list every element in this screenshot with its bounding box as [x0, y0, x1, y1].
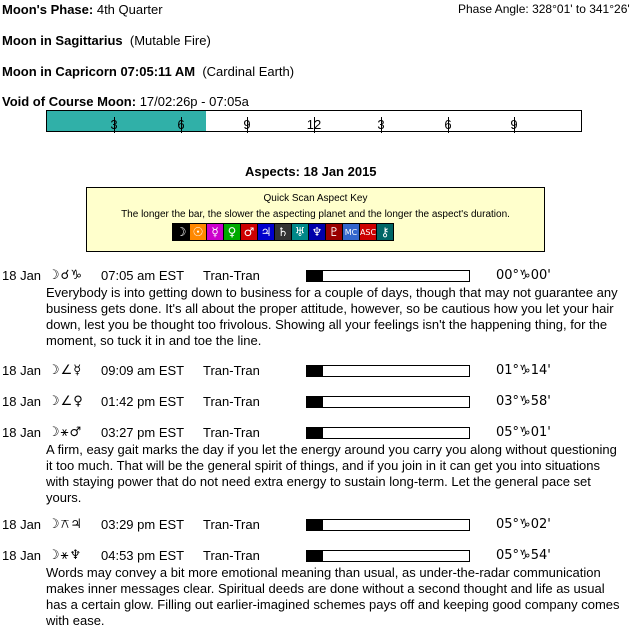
aspect-time: 04:53 pm EST: [101, 548, 185, 563]
aspect-position: 01°♑14': [496, 363, 551, 378]
void-of-course: [2, 94, 249, 109]
aspect-duration-bar: [306, 519, 470, 531]
aspect-date: 18 Jan: [2, 268, 42, 283]
moon-sign-quality: (Cardinal Earth): [202, 64, 295, 79]
aspect-position: 05°♑01': [496, 425, 551, 440]
aspect-key-legend: [173, 223, 394, 241]
aspect-type: Tran-Tran: [203, 517, 260, 532]
aspect-symbols: ☽⚹♂: [48, 425, 83, 440]
timeline-tick-label: 9: [243, 117, 251, 132]
aspect-time: 03:27 pm EST: [101, 425, 185, 440]
moon-sign-label: Moon in Sagittarius: [2, 33, 123, 48]
aspect-symbols: ☽⚻♃: [48, 517, 83, 532]
jupiter-icon: ♃: [257, 223, 275, 241]
void-of-course-timeline: [46, 110, 582, 132]
aspect-duration-fill: [307, 428, 323, 438]
aspects-title: Aspects: 18 Jan 2015: [245, 164, 377, 179]
aspect-symbols: ☽∠☿: [48, 363, 83, 378]
aspect-duration-fill: [307, 520, 323, 530]
aspect-type: Tran-Tran: [203, 425, 260, 440]
moon-phase-value: 4th Quarter: [96, 2, 163, 17]
aspect-position: 00°♑00': [496, 268, 551, 283]
moon-sign-label: Moon in Capricorn 07:05:11 AM: [2, 64, 196, 79]
aspect-key-title: Quick Scan Aspect Key: [263, 193, 368, 204]
saturn-icon: ♄: [274, 223, 292, 241]
aspect-type: Tran-Tran: [203, 363, 260, 378]
aspect-description: A firm, easy gait marks the day if you let the energy around you carry you along without questioning it too much. That will be the general spirit of things, and if you join in it can get you into situations with staying power that do not need extra energy to sustain long-term. Let the general pace set yours.: [46, 442, 617, 505]
aspect-duration-fill: [307, 271, 323, 281]
timeline-tick-label: 6: [444, 117, 452, 132]
aspect-symbols: ☽⚹♆: [48, 548, 83, 563]
moon-phase: [2, 2, 163, 17]
voc-value: 17/02:26p - 07:05a: [139, 94, 249, 109]
aspect-date: 18 Jan: [2, 548, 42, 563]
aspect-duration-bar: [306, 270, 470, 282]
aspect-duration-bar: [306, 365, 470, 377]
uranus-icon: ♅: [291, 223, 309, 241]
moon-sign-quality: (Mutable Fire): [129, 33, 211, 48]
phase-angle: [458, 2, 630, 16]
voc-label: Void of Course Moon:: [2, 94, 137, 109]
pluto-icon: ♇: [325, 223, 343, 241]
aspect-symbols: ☽∠♀: [48, 394, 84, 409]
timeline-tick-label: 12: [306, 117, 322, 132]
aspect-position: 05°♑02': [496, 517, 551, 532]
phase-angle-value: 328°01' to 341°26': [532, 2, 630, 16]
aspect-key: [86, 187, 545, 252]
aspect-type: Tran-Tran: [203, 548, 260, 563]
moon-sign-capricorn: [2, 64, 294, 79]
aspect-type: Tran-Tran: [203, 268, 260, 283]
aspect-date: 18 Jan: [2, 517, 42, 532]
venus-icon: ♀: [223, 223, 241, 241]
aspect-position: 03°♑58': [496, 394, 551, 409]
timeline-tick-label: 6: [177, 117, 185, 132]
aspect-duration-fill: [307, 551, 323, 561]
neptune-icon: ♆: [308, 223, 326, 241]
sun-icon: ☉: [189, 223, 207, 241]
timeline-tick-label: 3: [110, 117, 118, 132]
timeline-tick-label: 3: [377, 117, 385, 132]
aspect-time: 07:05 am EST: [101, 268, 185, 283]
aspect-duration-bar: [306, 427, 470, 439]
aspect-duration-fill: [307, 366, 323, 376]
aspect-type: Tran-Tran: [203, 394, 260, 409]
moon-phase-label: Moon's Phase:: [2, 2, 94, 17]
aspect-description: Words may convey a bit more emotional meaning than usual, as under-the-radar communication makes inner messages clear. Spiritual deeds are done without a second thought and life as usual has a certain glow. Filling out earlier-imagined schemes pays off and keeping good company comes with ease.: [46, 565, 620, 628]
asc-icon: ASC: [359, 223, 377, 241]
moon-icon: ☽: [172, 223, 190, 241]
mercury-icon: ☿: [206, 223, 224, 241]
aspect-time: 03:29 pm EST: [101, 517, 185, 532]
aspect-date: 18 Jan: [2, 394, 42, 409]
chiron-icon: ⚷: [376, 223, 394, 241]
aspect-date: 18 Jan: [2, 363, 42, 378]
aspect-duration-bar: [306, 396, 470, 408]
aspect-duration-fill: [307, 397, 323, 407]
aspect-time: 01:42 pm EST: [101, 394, 185, 409]
aspect-duration-bar: [306, 550, 470, 562]
mc-icon: MC: [342, 223, 360, 241]
aspect-description: Everybody is into getting down to business for a couple of days, though that may not guarantee any business gets done. It's all about the proper attitude, however, so be cautious how you let your hair down, lest you be thought too frivolous. Showing all your feelings isn't the happening thing, for the moment, so tuck it in and toe the line.: [46, 285, 618, 348]
aspect-time: 09:09 am EST: [101, 363, 185, 378]
phase-angle-label: Phase Angle:: [458, 2, 529, 16]
aspect-symbols: ☽☌♑: [48, 268, 84, 283]
mars-icon: ♂: [240, 223, 258, 241]
moon-sign-sagittarius: [2, 33, 211, 48]
timeline-tick-label: 9: [510, 117, 518, 132]
aspect-position: 05°♑54': [496, 548, 551, 563]
aspect-date: 18 Jan: [2, 425, 42, 440]
aspect-key-subtitle: The longer the bar, the slower the aspecting planet and the longer the aspect's duration.: [121, 209, 510, 220]
